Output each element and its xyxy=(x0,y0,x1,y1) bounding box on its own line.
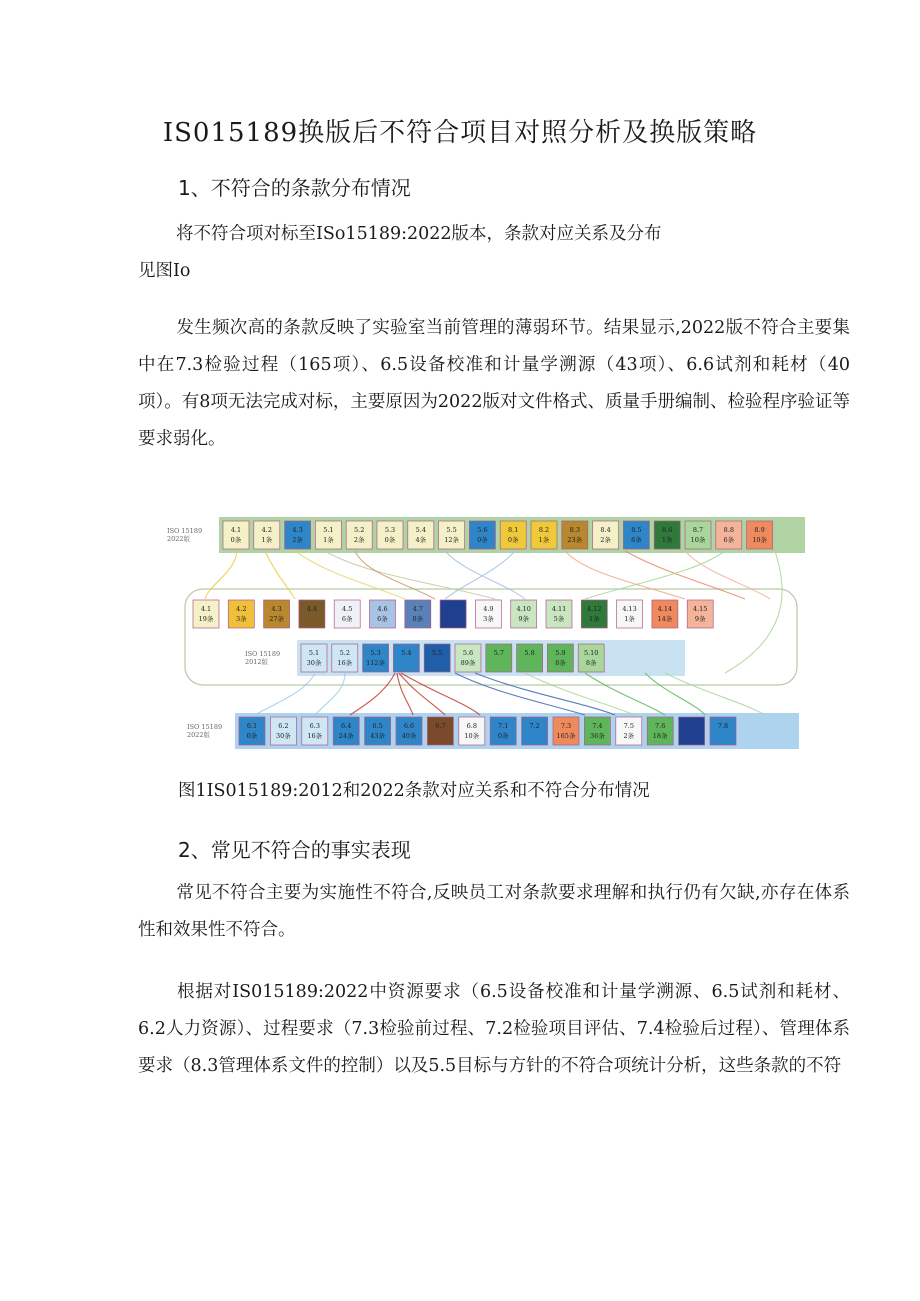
clause-box xyxy=(469,521,495,549)
clause-number: 8.9 xyxy=(754,526,765,534)
clause-number: 8.8 xyxy=(723,526,734,534)
clause-box xyxy=(490,717,516,745)
clause-count: 19条 xyxy=(198,615,214,623)
clause-box-fill xyxy=(679,717,705,745)
clause-box xyxy=(393,644,419,672)
paragraph-1-line-2: 见图Io xyxy=(138,261,191,281)
clause-box xyxy=(239,717,265,745)
section-2-paragraph-2-text: 根据对IS015189:2022中资源要求（6.5设备校准和计量学溯源、6.5试剂和耗材、6.2人力资源）、过程要求（7.3检验前过程、7.2检验项目评估、7.4检验后过程）、管理体系要求（8.3管理体系文件的控制）以及5.5目标与方针的不符合项统计分析，这些条款的不符 xyxy=(138,982,850,1076)
clause-box xyxy=(716,521,742,549)
clause-number: 4.3 xyxy=(271,605,282,613)
clause-number: 4.15 xyxy=(692,605,708,613)
clause-box xyxy=(654,521,680,549)
clause-number: 4.1 xyxy=(200,605,212,613)
clause-box xyxy=(396,717,422,745)
clause-number: 5.10 xyxy=(583,649,599,657)
clause-box xyxy=(511,600,537,628)
mapping-line-7 xyxy=(565,551,685,599)
clause-box-fill xyxy=(440,600,466,628)
clause-number: 4.4 xyxy=(306,605,318,613)
clause-box xyxy=(315,521,341,549)
clause-count: 8条 xyxy=(555,659,566,667)
clause-count: 16条 xyxy=(307,732,323,740)
clause-box xyxy=(363,644,389,672)
row-label-3-line-2: 2022版 xyxy=(187,731,211,739)
clause-box xyxy=(500,521,526,549)
clause-box xyxy=(593,521,619,549)
clause-number: 6.6 xyxy=(403,722,415,730)
clause-box xyxy=(405,600,431,628)
clause-count: 1条 xyxy=(661,536,673,544)
clause-count: 40条 xyxy=(401,732,417,740)
clause-box xyxy=(581,600,607,628)
clause-count: 27条 xyxy=(269,615,284,623)
clause-box xyxy=(440,600,466,628)
clause-count: 30条 xyxy=(276,732,291,740)
clause-count: 36条 xyxy=(590,732,605,740)
paragraph-1-line-1: 将不符合项对标至ISo15189:2022版本，条款对应关系及分布 xyxy=(176,224,662,244)
clause-number: 7.3 xyxy=(560,722,572,730)
clause-box xyxy=(365,717,391,745)
clause-count: 6条 xyxy=(631,536,642,544)
clause-box xyxy=(578,644,604,672)
clause-count: 18条 xyxy=(652,732,668,740)
clause-number: 7.5 xyxy=(623,722,634,730)
clause-number: 5.2 xyxy=(339,649,350,657)
clause-number: 8.3 xyxy=(569,526,580,534)
clause-number: 5.9 xyxy=(555,649,566,657)
clause-number: 7.8 xyxy=(717,722,729,730)
clause-number: 4.1 xyxy=(230,526,242,534)
clause-count: 24条 xyxy=(338,732,354,740)
mapping-line-4 xyxy=(355,551,435,599)
clause-number: 4.2 xyxy=(236,605,247,613)
clause-box xyxy=(408,521,434,549)
clause-number: 4.9 xyxy=(483,605,494,613)
clause-count: 5条 xyxy=(553,615,565,623)
clause-count: 1条 xyxy=(538,536,550,544)
clause-box xyxy=(228,600,254,628)
mapping-line-14 xyxy=(350,673,395,715)
row-label-0-line-2: 2022版 xyxy=(167,535,191,543)
mapping-line-0 xyxy=(205,551,237,599)
clause-box xyxy=(333,717,359,745)
clause-count: 165条 xyxy=(556,732,576,740)
clause-box xyxy=(459,717,485,745)
clause-number: 7.4 xyxy=(592,722,603,730)
row-label-3-line-1: ISO 15189 xyxy=(187,723,223,731)
clause-number: 4.13 xyxy=(622,605,637,613)
clause-box xyxy=(517,644,543,672)
clause-number: 4.11 xyxy=(551,605,567,613)
clause-number: 5.3 xyxy=(384,526,396,534)
mapping-line-19 xyxy=(475,673,615,715)
clause-box xyxy=(546,600,572,628)
clause-number: 8.1 xyxy=(508,526,519,534)
clause-number: 5.6 xyxy=(477,526,488,534)
clause-box xyxy=(302,717,328,745)
clause-count: 0条 xyxy=(230,536,242,544)
clause-box xyxy=(299,600,325,628)
clause-count: 2条 xyxy=(623,732,635,740)
clause-number: 7.2 xyxy=(529,722,540,730)
mapping-line-16 xyxy=(399,673,445,715)
clause-number: 4.14 xyxy=(657,605,673,613)
clause-count: 6条 xyxy=(377,615,388,623)
clause-count: 2条 xyxy=(600,536,611,544)
clause-number: 4.12 xyxy=(587,605,602,613)
clause-number: 4.10 xyxy=(516,605,531,613)
clause-count: 2条 xyxy=(353,536,365,544)
clause-number: 8.4 xyxy=(600,526,611,534)
clause-number: 5.1 xyxy=(308,649,320,657)
row-label-2-line-1: ISO 15189 xyxy=(245,650,281,658)
clause-count: 16条 xyxy=(337,659,353,667)
clause-box xyxy=(270,717,296,745)
mapping-line-12 xyxy=(255,673,315,715)
clause-number: 5.7 xyxy=(493,649,504,657)
clause-number: 6.5 xyxy=(372,722,383,730)
clause-box xyxy=(531,521,557,549)
clause-box xyxy=(193,600,219,628)
clause-count: 43条 xyxy=(370,732,385,740)
clause-box xyxy=(301,644,327,672)
clause-box xyxy=(455,644,481,672)
clause-box xyxy=(346,521,372,549)
mapping-line-2 xyxy=(295,551,405,599)
clause-box xyxy=(475,600,501,628)
clause-box xyxy=(652,600,678,628)
clause-number: 4.2 xyxy=(261,526,272,534)
section-2-heading: 2、常见不符合的事实表现 xyxy=(178,838,411,862)
clause-box xyxy=(685,521,711,549)
clause-number: 4.7 xyxy=(412,605,423,613)
section-1-heading: 1、不符合的条款分布情况 xyxy=(178,176,411,200)
section-2-paragraph-1 xyxy=(138,875,850,949)
clause-count: 3条 xyxy=(483,615,494,623)
clause-count: 0条 xyxy=(384,536,396,544)
clause-box xyxy=(616,717,642,745)
clause-number: 5.5 xyxy=(432,649,443,657)
mapping-line-18 xyxy=(455,673,585,715)
document-title: IS015189换版后不符合项目对照分析及换版策略 xyxy=(162,118,758,148)
paragraph-2-text: 发生频次高的条款反映了实验室当前管理的薄弱环节。结果显示,2022版不符合主要集中在7.3检验过程（165项）、6.5设备校准和计量学溯源（43项）、6.6试剂和耗材（40项）。有8项无法完成对标，主要原因为2022版对文件格式、质量手册编制、检验程序验证等要求弱化。 xyxy=(138,318,850,449)
clause-box xyxy=(553,717,579,745)
clause-box xyxy=(427,717,453,745)
clause-count: 0条 xyxy=(507,536,519,544)
clause-box xyxy=(522,717,548,745)
clause-count: 112条 xyxy=(366,659,386,667)
clause-count: 9条 xyxy=(518,615,530,623)
clause-count: 1条 xyxy=(261,536,273,544)
clause-number: 8.5 xyxy=(631,526,642,534)
clause-box xyxy=(547,644,573,672)
clause-number: 4.6 xyxy=(377,605,388,613)
clause-number: 8.2 xyxy=(538,526,550,534)
clause-number: 6.1 xyxy=(246,722,258,730)
clause-count: 0条 xyxy=(497,732,509,740)
clause-count: 6条 xyxy=(341,615,353,623)
clause-number: 5.4 xyxy=(401,649,412,657)
row-label-2-line-2: 2012版 xyxy=(245,658,269,666)
clause-box xyxy=(223,521,249,549)
clause-box xyxy=(254,521,280,549)
clause-count: 23条 xyxy=(567,536,583,544)
clause-count: 4条 xyxy=(415,536,427,544)
clause-number: 5.4 xyxy=(415,526,426,534)
clause-box xyxy=(334,600,360,628)
clause-box xyxy=(584,717,610,745)
clause-count: 30条 xyxy=(306,659,322,667)
clause-box xyxy=(439,521,465,549)
mapping-line-11 xyxy=(725,551,782,673)
mapping-line-23 xyxy=(665,673,765,715)
clause-count: 1条 xyxy=(588,615,600,623)
clause-count: 14条 xyxy=(657,615,673,623)
clause-count: 12条 xyxy=(444,536,459,544)
clause-number: 6.2 xyxy=(278,722,289,730)
clause-box xyxy=(424,644,450,672)
clause-box xyxy=(486,644,512,672)
clause-count: 10条 xyxy=(464,732,480,740)
clause-number: 5.6 xyxy=(462,649,474,657)
clause-count: 0条 xyxy=(412,615,424,623)
clause-count: 89条 xyxy=(460,659,476,667)
clause-box xyxy=(264,600,290,628)
clause-box xyxy=(747,521,773,549)
clause-box xyxy=(377,521,403,549)
clause-count: 6条 xyxy=(723,536,735,544)
clause-number: 5.3 xyxy=(370,649,381,657)
clause-number: 7.6 xyxy=(655,722,666,730)
section-1-paragraph-1 xyxy=(138,216,850,290)
clause-count: 1条 xyxy=(323,536,334,544)
clause-count: 3条 xyxy=(235,615,247,623)
clause-count: 8条 xyxy=(585,659,597,667)
clause-number: 5.1 xyxy=(323,526,334,534)
section-1-paragraph-2 xyxy=(138,310,850,458)
clause-box xyxy=(332,644,358,672)
row-label-0-line-1: ISO 15189 xyxy=(167,527,203,535)
section-2-paragraph-2 xyxy=(138,974,850,1085)
clause-number: 4.5 xyxy=(342,605,353,613)
section-2-paragraph-1-text: 常见不符合主要为实施性不符合,反映员工对条款要求理解和执行仍有欠缺,亦存在体系性和效果性不符合。 xyxy=(138,883,850,940)
figure-caption: 图1IS015189:2012和2022条款对应关系和不符合分布情况 xyxy=(178,781,650,801)
clause-box xyxy=(285,521,311,549)
clause-number: 6.7 xyxy=(435,722,446,730)
clause-count: 2条 xyxy=(292,536,303,544)
clause-number: 5.8 xyxy=(524,649,535,657)
clause-box xyxy=(710,717,736,745)
clause-count: 1条 xyxy=(624,615,635,623)
clause-number: 5.5 xyxy=(446,526,457,534)
mapping-line-5 xyxy=(445,551,525,599)
mapping-line-13 xyxy=(315,673,345,715)
clause-number: 8.6 xyxy=(662,526,673,534)
clause-box xyxy=(679,717,705,745)
clause-number: 6.3 xyxy=(309,722,320,730)
clause-box xyxy=(617,600,643,628)
clause-number: 8.7 xyxy=(692,526,704,534)
clause-number: 6.8 xyxy=(466,722,477,730)
clause-count: 0条 xyxy=(246,732,258,740)
clause-box xyxy=(647,717,673,745)
clause-count: 10条 xyxy=(690,536,706,544)
clause-box xyxy=(562,521,588,549)
mapping-line-1 xyxy=(265,551,295,599)
clause-box xyxy=(687,600,713,628)
clause-box xyxy=(370,600,396,628)
clause-box xyxy=(623,521,649,549)
clause-number: 4.3 xyxy=(292,526,303,534)
clause-number: 6.4 xyxy=(341,722,352,730)
clause-number: 7.1 xyxy=(498,722,509,730)
clause-count: 0条 xyxy=(477,536,488,544)
clause-number: 5.2 xyxy=(354,526,365,534)
clause-count: 9条 xyxy=(694,615,706,623)
mapping-line-8 xyxy=(625,551,745,599)
clause-mapping-diagram xyxy=(165,513,807,756)
clause-count: 10条 xyxy=(752,536,767,544)
clause-mapping-figure xyxy=(165,513,807,756)
mapping-line-3 xyxy=(325,551,495,599)
